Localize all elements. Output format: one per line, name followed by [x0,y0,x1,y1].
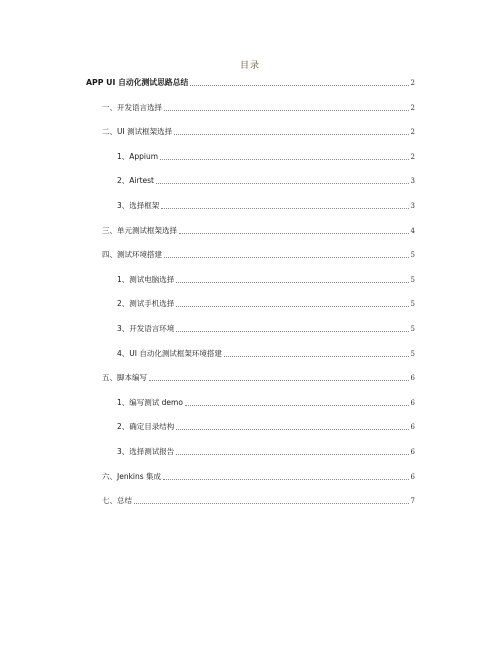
toc-page-number: 6 [410,423,415,431]
toc-entry[interactable] [102,496,415,506]
toc-page-number: 4 [410,227,415,235]
toc-dot-leader [224,356,409,357]
toc-entry-label: 2、确定目录结构 [117,422,175,431]
toc-dot-leader [176,454,408,455]
toc-entry[interactable] [102,373,415,383]
toc-entry[interactable] [117,422,415,432]
toc-entry-label: 二、UI 测试框架选择 [102,127,173,136]
toc-page-number: 2 [410,79,415,87]
toc-entry[interactable] [117,152,415,162]
toc-entry[interactable] [117,176,415,186]
toc-dot-leader [176,331,408,332]
toc-entry[interactable] [102,103,415,113]
toc-entry-label: 五、脚本编写 [102,373,147,382]
toc-entry-label: 3、选择测试报告 [117,447,175,456]
toc-entry[interactable] [117,275,415,285]
toc-entry[interactable] [86,78,415,88]
toc-page-number: 5 [410,300,415,308]
toc-page-number: 5 [410,251,415,259]
toc-dot-leader [161,208,408,209]
toc-entry[interactable] [117,398,415,408]
toc-page-number: 3 [410,202,415,210]
toc-dot-leader [164,257,409,258]
toc-entry[interactable] [117,299,415,309]
toc-entry-label: 六、Jenkins 集成 [102,472,162,481]
toc-page-number: 7 [410,497,415,505]
toc-page-number: 6 [410,399,415,407]
toc-entry-label: 3、开发语言环境 [117,324,175,333]
toc-page-number: 5 [410,325,415,333]
toc-page-number: 5 [410,350,415,358]
toc-page-number: 2 [410,128,415,136]
toc-dot-leader [176,282,408,283]
toc-page-number: 2 [410,153,415,161]
toc-entry[interactable] [117,201,415,211]
toc-dot-leader [179,233,409,234]
toc-title: 目录 [239,61,260,71]
toc-entry-label: 四、测试环境搭建 [102,250,162,259]
toc-entry[interactable] [117,324,415,334]
toc-dot-leader [160,159,408,160]
toc-entry-label: 3、选择框架 [117,201,160,210]
toc-dot-leader [176,429,408,430]
toc-page-number: 6 [410,374,415,382]
toc-dot-leader [174,134,408,135]
toc-dot-leader [149,380,409,381]
toc-dot-leader [156,183,409,184]
toc-dot-leader [163,479,408,480]
toc-entry[interactable] [117,447,415,457]
toc-entry-label: 1、Appium [117,152,159,161]
toc-entry[interactable] [102,226,415,236]
toc-page-number: 5 [410,276,415,284]
toc-page-number: 2 [410,104,415,112]
toc-entry-label: 1、测试电脑选择 [117,275,175,284]
toc-entry-label: 2、测试手机选择 [117,299,175,308]
toc-entry-label: 三、单元测试框架选择 [102,226,177,235]
toc-dot-leader [185,405,409,406]
toc-entry[interactable] [102,250,415,260]
toc-dot-leader [176,306,408,307]
toc-page-number: 6 [410,473,415,481]
toc-dot-leader [164,110,409,111]
toc-entry-label: 4、UI 自动化测试框架环境搭建 [117,349,222,358]
toc-entry-label: 七、总结 [102,496,132,505]
toc-entry[interactable] [102,472,415,482]
toc-page-number: 6 [410,448,415,456]
toc-entry-label: 2、Airtest [117,176,154,185]
toc-entry-label: APP UI 自动化测试思路总结 [86,78,189,87]
toc-entry-label: 一、开发语言选择 [102,103,162,112]
toc-dot-leader [134,503,409,504]
toc-dot-leader [190,85,408,86]
toc-entry-label: 1、编写测试 demo [117,398,183,407]
toc-entry[interactable] [117,349,415,359]
toc-page-number: 3 [410,177,415,185]
toc-entry[interactable] [102,127,415,137]
